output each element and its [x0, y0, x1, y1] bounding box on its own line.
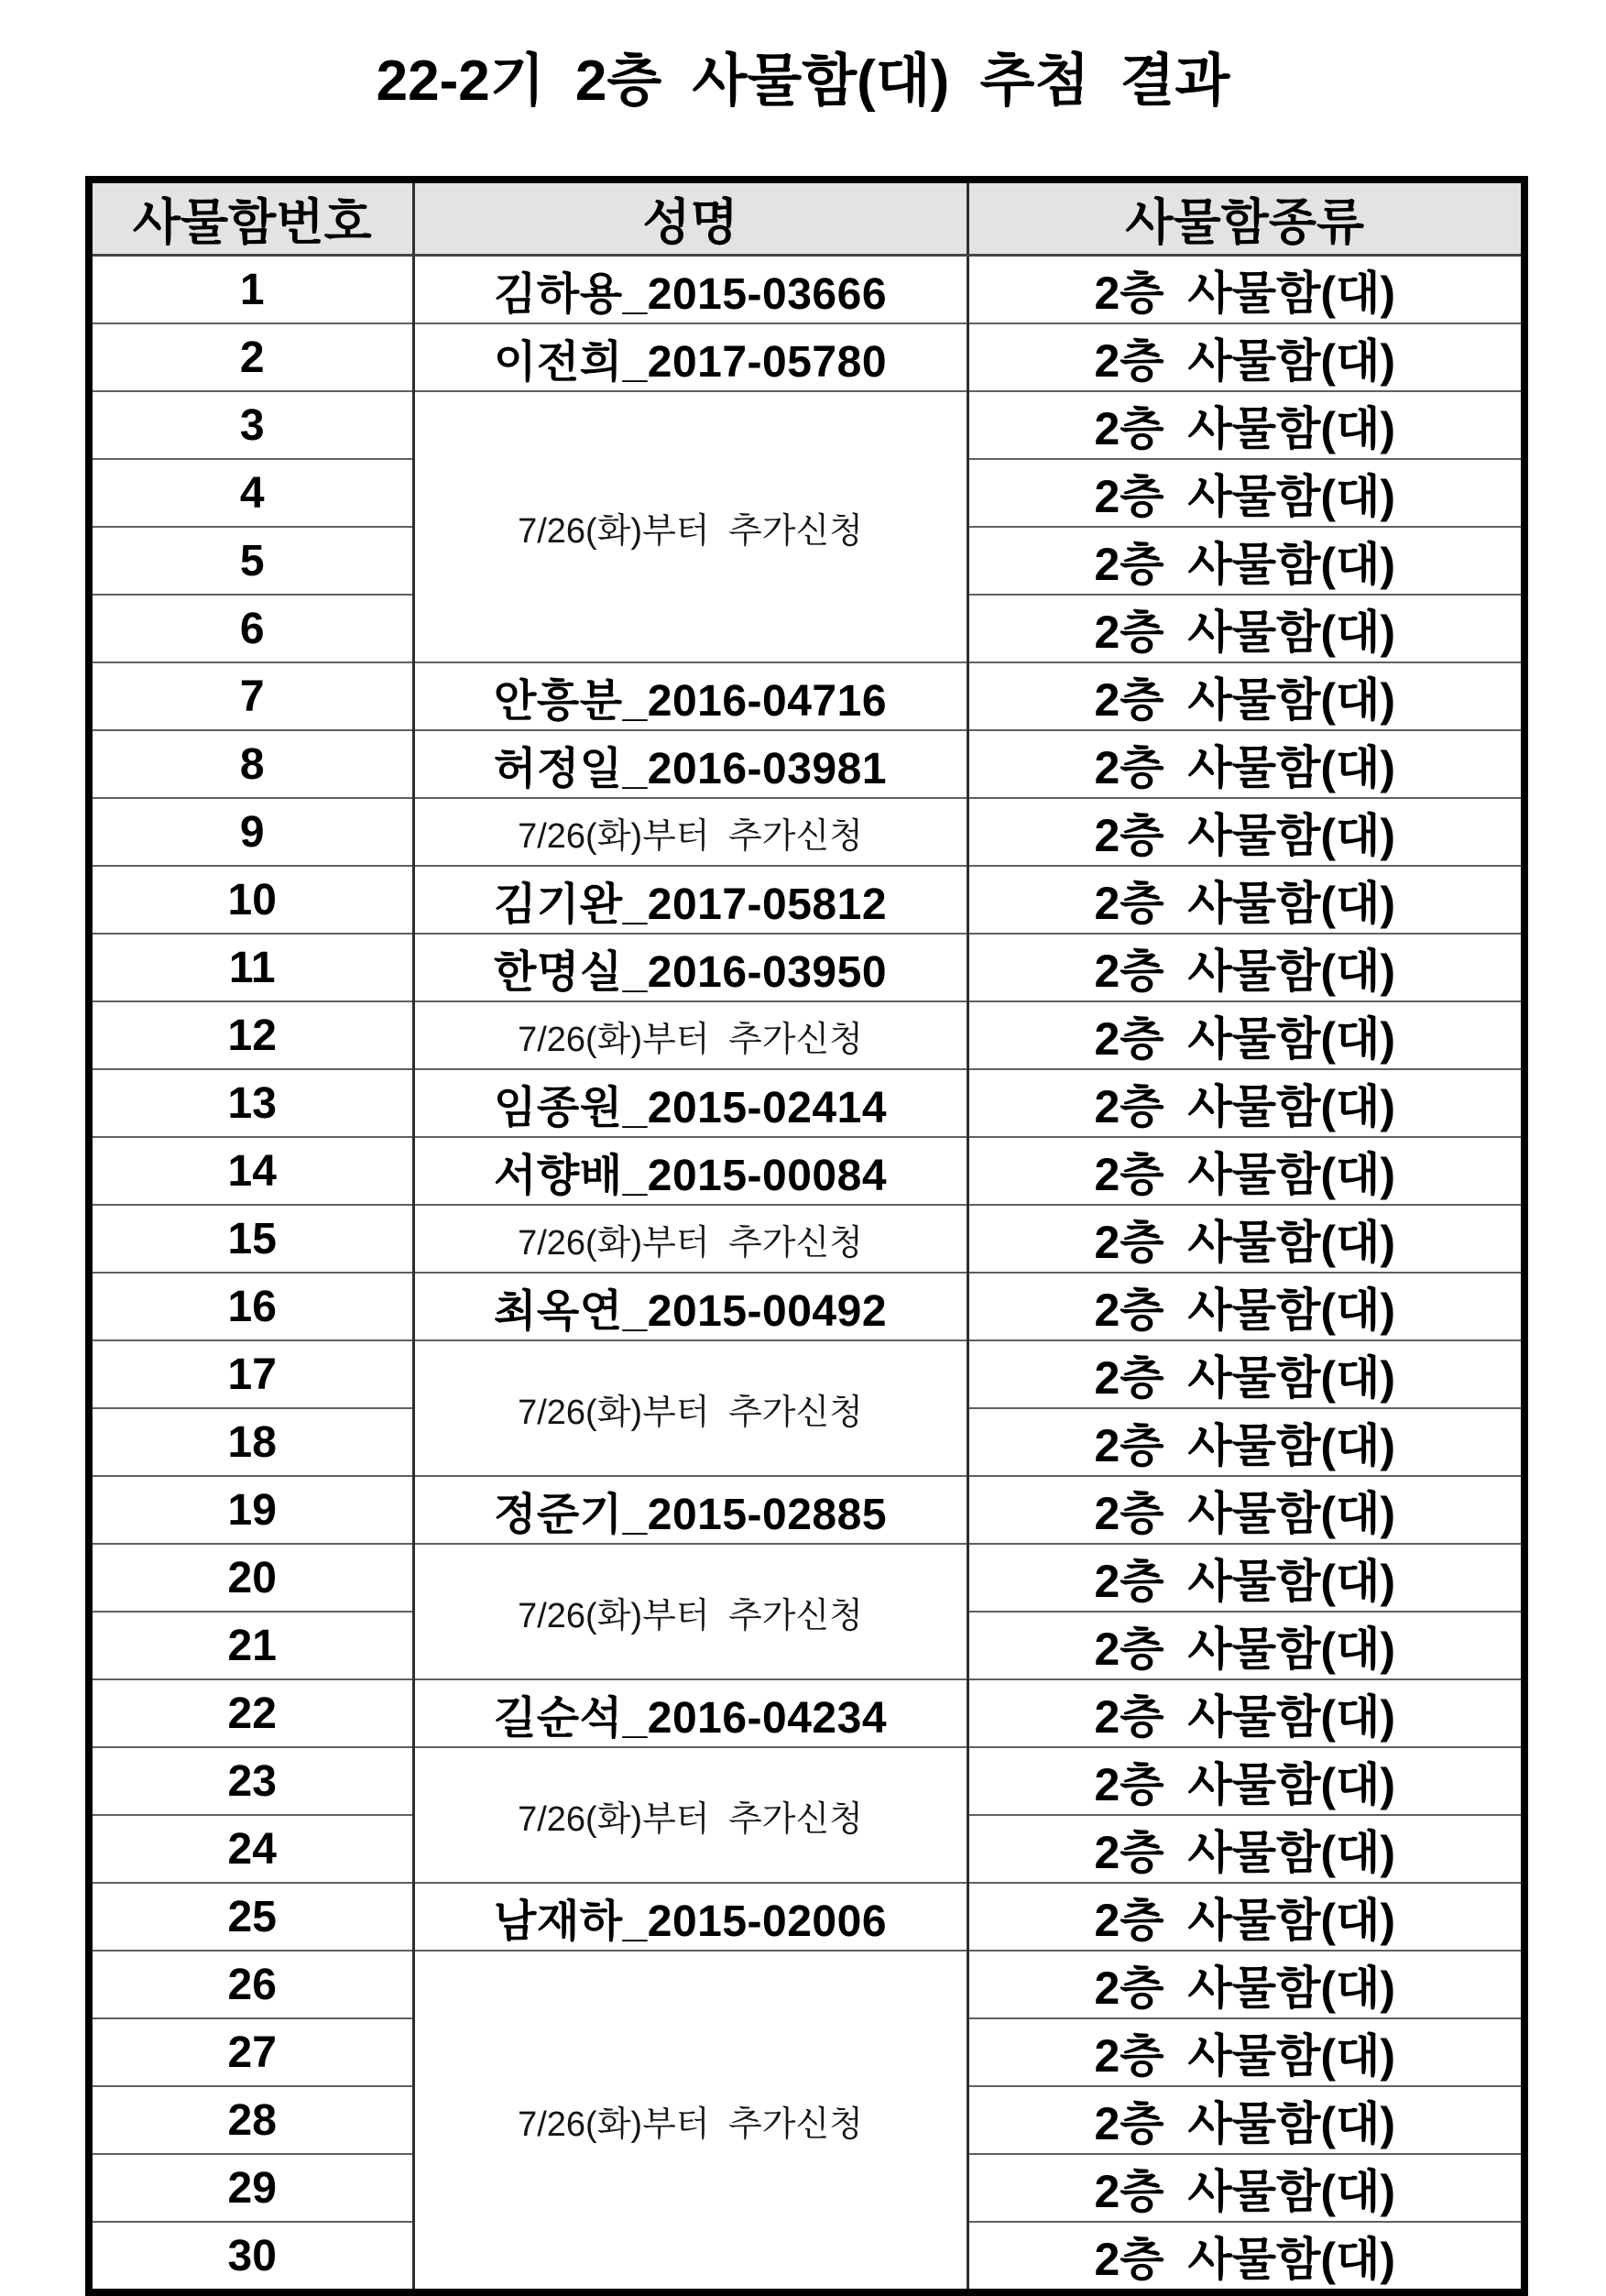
- locker-type-cell: 2층 사물함(대): [967, 2018, 1524, 2086]
- locker-number-cell: 7: [89, 662, 413, 730]
- table-row: [89, 1205, 1524, 1273]
- locker-type-cell: 2층 사물함(대): [967, 1476, 1524, 1544]
- table-row: [89, 1679, 1524, 1747]
- table-row: [89, 256, 1524, 324]
- name-cell: 서향배_2015-00084: [413, 1137, 967, 1205]
- locker-number-cell: 16: [89, 1273, 413, 1340]
- table-row: [89, 1001, 1524, 1069]
- header-row: [89, 180, 1524, 256]
- locker-type-cell: 2층 사물함(대): [967, 1205, 1524, 1273]
- header-locker-number: 사물함번호: [89, 180, 413, 256]
- name-cell: 안흥분_2016-04716: [413, 662, 967, 730]
- name-cell: 한명실_2016-03950: [413, 934, 967, 1001]
- locker-number-cell: 11: [89, 934, 413, 1001]
- locker-type-cell: 2층 사물함(대): [967, 1408, 1524, 1476]
- locker-type-cell: 2층 사물함(대): [967, 1815, 1524, 1883]
- table-body: [89, 256, 1524, 2293]
- locker-type-cell: 2층 사물함(대): [967, 1340, 1524, 1408]
- page-title: 22-2기 2층 사물함(대) 추첨 결과: [376, 49, 1230, 113]
- name-cell: 최옥연_2015-00492: [413, 1273, 967, 1340]
- locker-type-cell: 2층 사물함(대): [967, 391, 1524, 459]
- locker-number-cell: 18: [89, 1408, 413, 1476]
- locker-type-cell: 2층 사물함(대): [967, 1951, 1524, 2018]
- locker-type-cell: 2층 사물함(대): [967, 2086, 1524, 2154]
- locker-type-cell: 2층 사물함(대): [967, 730, 1524, 798]
- locker-type-cell: 2층 사물함(대): [967, 934, 1524, 1001]
- locker-type-cell: 2층 사물함(대): [967, 256, 1524, 324]
- locker-number-cell: 15: [89, 1205, 413, 1273]
- header-name: 성명: [413, 180, 967, 256]
- locker-number-cell: 14: [89, 1137, 413, 1205]
- name-cell: 허정일_2016-03981: [413, 730, 967, 798]
- table-row: [89, 866, 1524, 934]
- table-row: [89, 1273, 1524, 1340]
- locker-number-cell: 19: [89, 1476, 413, 1544]
- table-row: [89, 1883, 1524, 1951]
- locker-number-cell: 26: [89, 1951, 413, 2018]
- notice-cell: 7/26(화)부터 추가신청: [413, 391, 967, 662]
- table-row: [89, 1069, 1524, 1137]
- locker-type-cell: 2층 사물함(대): [967, 1747, 1524, 1815]
- locker-type-cell: 2층 사물함(대): [967, 1679, 1524, 1747]
- table-row: [89, 1476, 1524, 1544]
- locker-number-cell: 5: [89, 527, 413, 595]
- table-row: [89, 323, 1524, 391]
- locker-number-cell: 24: [89, 1815, 413, 1883]
- locker-number-cell: 23: [89, 1747, 413, 1815]
- locker-number-cell: 27: [89, 2018, 413, 2086]
- locker-type-cell: 2층 사물함(대): [967, 1137, 1524, 1205]
- locker-number-cell: 22: [89, 1679, 413, 1747]
- notice-cell: 7/26(화)부터 추가신청: [413, 1951, 967, 2292]
- locker-number-cell: 30: [89, 2222, 413, 2292]
- locker-number-cell: 20: [89, 1544, 413, 1612]
- locker-number-cell: 17: [89, 1340, 413, 1408]
- locker-number-cell: 10: [89, 866, 413, 934]
- name-cell: 김기완_2017-05812: [413, 866, 967, 934]
- notice-cell: 7/26(화)부터 추가신청: [413, 1001, 967, 1069]
- locker-number-cell: 2: [89, 323, 413, 391]
- locker-number-cell: 3: [89, 391, 413, 459]
- locker-number-cell: 4: [89, 459, 413, 527]
- name-cell: 임종원_2015-02414: [413, 1069, 967, 1137]
- locker-number-cell: 8: [89, 730, 413, 798]
- locker-type-cell: 2층 사물함(대): [967, 1612, 1524, 1679]
- notice-cell: 7/26(화)부터 추가신청: [413, 1747, 967, 1883]
- locker-number-cell: 29: [89, 2154, 413, 2222]
- table-row: [89, 1340, 1524, 1408]
- header-locker-type: 사물함종류: [967, 180, 1524, 256]
- locker-type-cell: 2층 사물함(대): [967, 2222, 1524, 2292]
- name-cell: 정준기_2015-02885: [413, 1476, 967, 1544]
- locker-type-cell: 2층 사물함(대): [967, 2154, 1524, 2222]
- notice-cell: 7/26(화)부터 추가신청: [413, 1340, 967, 1476]
- name-cell: 김하용_2015-03666: [413, 256, 967, 324]
- locker-number-cell: 12: [89, 1001, 413, 1069]
- table-row: [89, 1951, 1524, 2018]
- locker-number-cell: 13: [89, 1069, 413, 1137]
- locker-type-cell: 2층 사물함(대): [967, 527, 1524, 595]
- notice-cell: 7/26(화)부터 추가신청: [413, 1205, 967, 1273]
- table-header: [89, 180, 1524, 256]
- locker-type-cell: 2층 사물함(대): [967, 866, 1524, 934]
- locker-type-cell: 2층 사물함(대): [967, 1544, 1524, 1612]
- locker-number-cell: 6: [89, 595, 413, 662]
- notice-cell: 7/26(화)부터 추가신청: [413, 798, 967, 866]
- table-row: [89, 1137, 1524, 1205]
- table-row: [89, 1747, 1524, 1815]
- table-row: [89, 1544, 1524, 1612]
- notice-cell: 7/26(화)부터 추가신청: [413, 1544, 967, 1679]
- name-cell: 길순석_2016-04234: [413, 1679, 967, 1747]
- locker-type-cell: 2층 사물함(대): [967, 1069, 1524, 1137]
- table-row: [89, 391, 1524, 459]
- locker-type-cell: 2층 사물함(대): [967, 323, 1524, 391]
- locker-type-cell: 2층 사물함(대): [967, 1001, 1524, 1069]
- locker-number-cell: 21: [89, 1612, 413, 1679]
- locker-type-cell: 2층 사물함(대): [967, 459, 1524, 527]
- locker-number-cell: 28: [89, 2086, 413, 2154]
- locker-result-table: [85, 176, 1528, 2296]
- table-row: [89, 934, 1524, 1001]
- locker-type-cell: 2층 사물함(대): [967, 595, 1524, 662]
- locker-type-cell: 2층 사물함(대): [967, 662, 1524, 730]
- locker-number-cell: 9: [89, 798, 413, 866]
- table-row: [89, 798, 1524, 866]
- locker-type-cell: 2층 사물함(대): [967, 1273, 1524, 1340]
- locker-type-cell: 2층 사물함(대): [967, 798, 1524, 866]
- locker-type-cell: 2층 사물함(대): [967, 1883, 1524, 1951]
- locker-number-cell: 1: [89, 256, 413, 324]
- table-row: [89, 730, 1524, 798]
- name-cell: 이전희_2017-05780: [413, 323, 967, 391]
- locker-number-cell: 25: [89, 1883, 413, 1951]
- table-row: [89, 662, 1524, 730]
- name-cell: 남재하_2015-02006: [413, 1883, 967, 1951]
